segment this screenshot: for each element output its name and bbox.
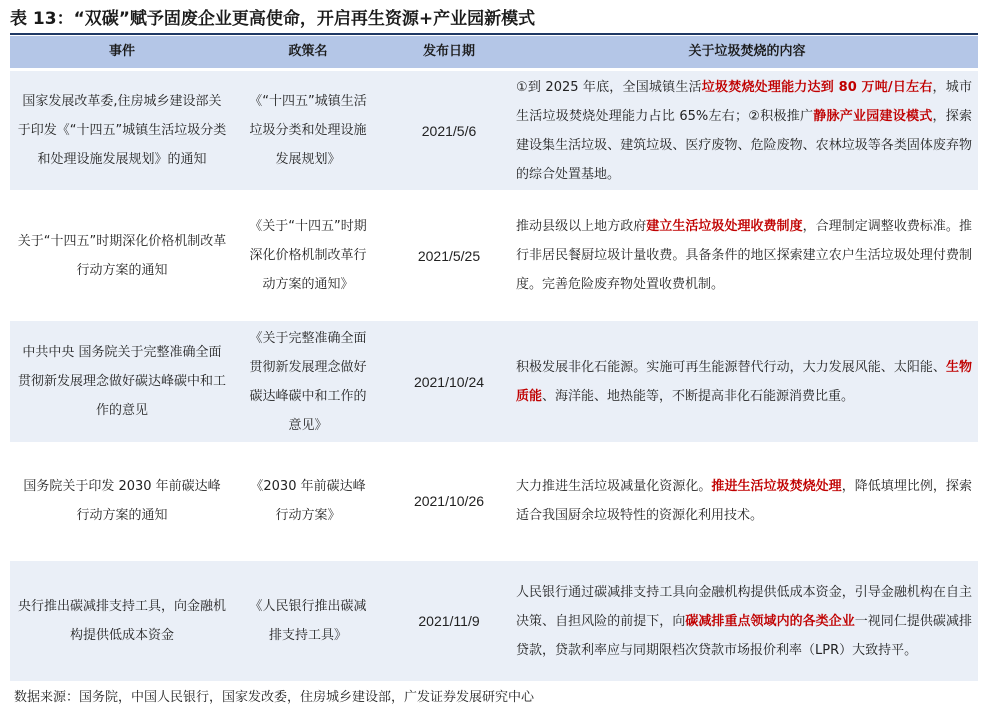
table-row	[10, 198, 978, 313]
content-cell	[516, 472, 972, 530]
header-content: 关于垃圾焚烧的内容	[688, 44, 806, 59]
table-row	[10, 450, 978, 551]
highlight-text: 生物质能	[516, 359, 972, 404]
date-cell: 2021/5/25	[417, 247, 481, 264]
highlight-text: 建立生活垃圾处理收费制度	[646, 219, 803, 234]
content-text: 大力推进生活垃圾减量化资源化。	[516, 478, 712, 494]
highlight-text: 推进生活垃圾焚烧处理	[711, 478, 842, 494]
content-text: 人民银行通过碳减排支持工具向金融机构提供低成本资金，引导金融机构在自主决策、自担风险的前提下，向	[516, 584, 972, 629]
content-text: 一视同仁提供碳减排贷款，贷款利率应与同期限档次贷款市场报价利率（LPR）大致持平。	[516, 613, 972, 658]
event-cell: 央行推出碳减排支持工具，向金融机构提供低成本资金	[17, 599, 226, 643]
content-text: ，合理制定调整收费标准。推行非居民餐厨垃圾计量收费。具备条件的地区探索建立农户生活垃圾处理付费制度。完善危险废弃物处置收费机制。	[516, 219, 972, 292]
event-cell: 中共中央 国务院关于完整准确全面贯彻新发展理念做好碳达峰碳中和工作的意见	[17, 345, 226, 418]
content-cell	[516, 73, 972, 189]
highlight-text: 碳减排重点领域内的各类企业	[685, 613, 855, 629]
table-row	[10, 321, 978, 442]
content-cell	[516, 212, 972, 299]
table-title: 表 13：“双碳”赋予固废企业更高使命，开启再生资源+产业园新模式	[10, 9, 536, 29]
table-row	[10, 71, 978, 190]
content-cell	[516, 353, 972, 411]
header-date: 发布日期	[422, 44, 475, 59]
content-text: 积极发展非化石能源。实施可再生能源替代行动，大力发展风能、太阳能、	[516, 359, 946, 375]
header-event: 事件	[108, 44, 135, 59]
content-text: 推动县级以上地方政府	[516, 219, 647, 234]
policy-cell: 《人民银行推出碳减排支持工具》	[249, 599, 367, 643]
content-text: ，探索建设集生活垃圾、建筑垃圾、医疗废物、危险废物、农林垃圾等各类固体废弃物的综合处置基地。	[516, 108, 972, 182]
content-text: ①到 2025 年底，全国城镇生活	[516, 79, 702, 95]
title-rule	[10, 33, 978, 35]
table-header	[10, 36, 978, 68]
event-cell: 国务院关于印发 2030 年前碳达峰行动方案的通知	[23, 478, 221, 523]
table-row	[10, 561, 978, 681]
date-cell: 2021/10/24	[413, 373, 485, 390]
event-cell: 国家发展改革委,住房城乡建设部关于印发《“十四五”城镇生活垃圾分类和处理设施发展规划》的通知	[17, 94, 227, 167]
content-text: ，降低填埋比例，探索适合我国厨余垃圾特性的资源化利用技术。	[516, 478, 972, 523]
date-cell: 2021/5/6	[421, 122, 477, 139]
content-text: ，城市生活垃圾焚烧处理能力占比 65%左右；②积极推广	[516, 79, 972, 124]
policy-cell: 《“十四五”城镇生活垃圾分类和处理设施发展规划》	[249, 94, 367, 167]
event-cell: 关于“十四五”时期深化价格机制改革行动方案的通知	[17, 233, 227, 278]
highlight-text: 静脉产业园建设模式	[813, 108, 933, 124]
policy-cell: 《关于完整准确全面贯彻新发展理念做好碳达峰碳中和工作的意见》	[249, 330, 367, 433]
content-cell	[516, 578, 972, 665]
date-cell: 2021/10/26	[413, 492, 485, 509]
date-cell: 2021/11/9	[418, 613, 480, 629]
source-note: 数据来源：国务院，中国人民银行，国家发改委，住房城乡建设部，广发证券发展研究中心	[14, 690, 535, 705]
policy-cell: 《2030 年前碳达峰行动方案》	[250, 478, 366, 523]
content-text: 、海洋能、地热能等，不断提高非化石能源消费比重。	[542, 388, 855, 404]
highlight-text: 垃圾焚烧处理能力达到 80 万吨/日左右	[701, 79, 933, 95]
header-policy: 政策名	[288, 44, 328, 59]
policy-cell: 《关于“十四五”时期深化价格机制改革行动方案的通知》	[249, 219, 367, 292]
